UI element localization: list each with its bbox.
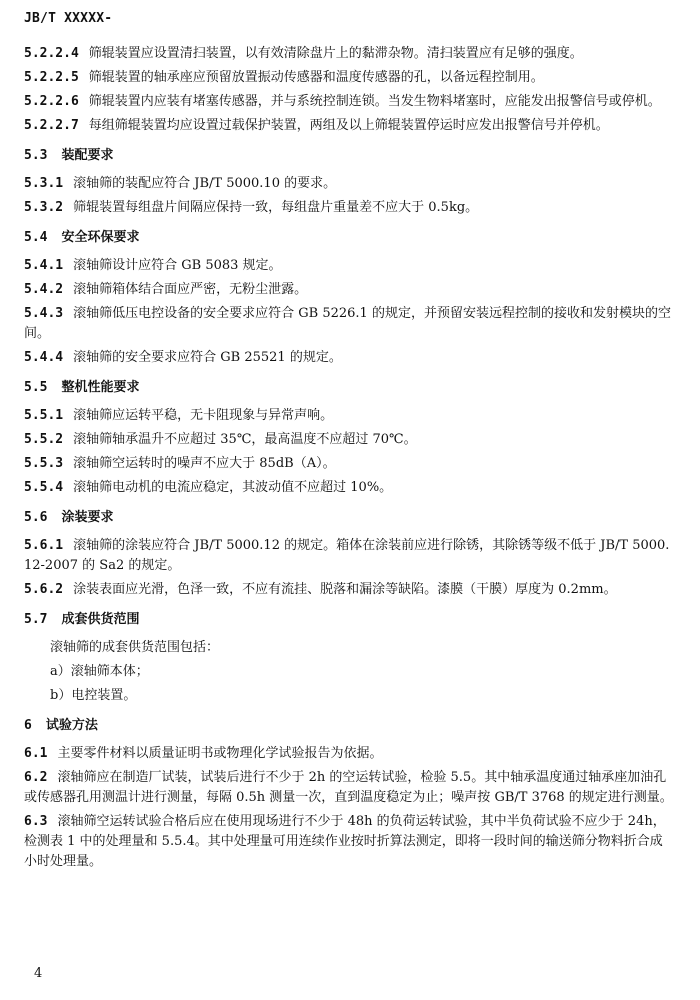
clause-number: 5.2.2.7 bbox=[24, 118, 79, 133]
clause-text: 滚轴筛低压电控设备的安全要求应符合 GB 5226.1 的规定，并预留安装远程控制的接收和发射模块的空间。 bbox=[24, 306, 671, 341]
clause-number: 5.6.1 bbox=[24, 538, 64, 553]
clause-text: 筛辊装置每组盘片间隔应保持一致，每组盘片重量差不应大于 0.5kg。 bbox=[73, 200, 479, 215]
clause-number: 6.1 bbox=[24, 746, 48, 761]
clause-text: 滚轴筛应在制造厂试装，试装后进行不少于 2h 的空运转试验，检验 5.5。其中轴承温度通过轴承座加油孔或传感器孔用测温计进行测量，每隔 0.5h 测量一次，直到温度稳定为止；噪声按 GB/T 3768 的规定进行测量。 bbox=[24, 770, 673, 805]
clause-paragraph bbox=[24, 536, 674, 576]
section-title: 涂装要求 bbox=[61, 510, 114, 525]
clause-paragraph bbox=[24, 92, 674, 112]
clause-paragraph bbox=[24, 68, 674, 88]
clause-text: 滚轴筛的涂装应符合 JB/T 5000.12 的规定。箱体在涂装前应进行除锈，其除锈等级不低于 JB/T 5000.12-2007 的 Sa2 的规定。 bbox=[24, 538, 670, 573]
clause-number: 5.5.3 bbox=[24, 456, 64, 471]
clause-number: 5.4.4 bbox=[24, 350, 64, 365]
clause-number: 5.3.2 bbox=[24, 200, 64, 215]
clause-paragraph bbox=[24, 406, 674, 426]
clause-paragraph bbox=[24, 478, 674, 498]
clause-number: 5.2.2.5 bbox=[24, 70, 79, 85]
clause-text: 滚轴筛空运转时的噪声不应大于 85dB（A）。 bbox=[73, 456, 336, 471]
clause-text: 滚轴筛电动机的电流应稳定，其波动值不应超过 10%。 bbox=[73, 480, 393, 495]
section-number: 6 bbox=[24, 718, 32, 733]
document-body bbox=[24, 44, 674, 876]
clause-number: 5.4.2 bbox=[24, 282, 64, 297]
section-number: 5.3 bbox=[24, 148, 48, 163]
section-title: 装配要求 bbox=[61, 148, 114, 163]
clause-text: 滚轴筛的安全要求应符合 GB 25521 的规定。 bbox=[73, 350, 342, 365]
clause-number: 5.5.2 bbox=[24, 432, 64, 447]
clause-paragraph bbox=[24, 580, 674, 600]
section-title: 成套供货范围 bbox=[61, 612, 140, 627]
clause-number: 6.3 bbox=[24, 814, 48, 829]
clause-number: 5.3.1 bbox=[24, 176, 64, 191]
document-code-header: JB/T XXXXX- bbox=[24, 11, 113, 26]
clause-number: 6.2 bbox=[24, 770, 48, 785]
clause-text: 每组筛辊装置均应设置过载保护装置，两组及以上筛辊装置停运时应发出报警信号并停机。 bbox=[88, 118, 609, 133]
clause-paragraph bbox=[24, 280, 674, 300]
clause-paragraph bbox=[24, 812, 674, 872]
clause-text: 滚轴筛箱体结合面应严密，无粉尘泄露。 bbox=[73, 282, 308, 297]
clause-paragraph bbox=[24, 44, 674, 64]
section-heading bbox=[24, 146, 674, 166]
clause-number: 5.4.1 bbox=[24, 258, 64, 273]
section-number: 5.5 bbox=[24, 380, 48, 395]
section-number: 5.4 bbox=[24, 230, 48, 245]
clause-text: 筛辊装置的轴承座应预留放置振动传感器和温度传感器的孔，以备远程控制用。 bbox=[88, 70, 544, 85]
section-title: 整机性能要求 bbox=[61, 380, 140, 395]
clause-number: 5.6.2 bbox=[24, 582, 64, 597]
clause-paragraph bbox=[24, 256, 674, 276]
clause-text: 主要零件材料以质量证明书或物理化学试验报告为依据。 bbox=[57, 746, 383, 761]
clause-text: 筛辊装置应设置清扫装置，以有效清除盘片上的黏滞杂物。清扫装置应有足够的强度。 bbox=[88, 46, 583, 61]
page-number: 4 bbox=[34, 966, 43, 981]
clause-paragraph bbox=[24, 430, 674, 450]
indented-line: b）电控装置。 bbox=[50, 688, 137, 703]
clause-paragraph bbox=[24, 116, 674, 136]
section-title: 试验方法 bbox=[45, 718, 98, 733]
clause-paragraph bbox=[24, 174, 674, 194]
clause-paragraph bbox=[24, 768, 674, 808]
clause-number: 5.4.3 bbox=[24, 306, 64, 321]
clause-paragraph bbox=[24, 348, 674, 368]
section-heading bbox=[24, 716, 674, 736]
clause-text: 滚轴筛应运转平稳，无卡阻现象与异常声响。 bbox=[73, 408, 334, 423]
section-heading bbox=[24, 610, 674, 630]
indented-line: 滚轴筛的成套供货范围包括： bbox=[50, 640, 220, 655]
clause-text: 筛辊装置内应装有堵塞传感器，并与系统控制连锁。当发生物料堵塞时，应能发出报警信号或停机。 bbox=[88, 94, 661, 109]
clause-text: 涂装表面应光滑，色泽一致，不应有流挂、脱落和漏涂等缺陷。漆膜（干膜）厚度为 0.2mm。 bbox=[73, 582, 617, 597]
clause-paragraph bbox=[24, 454, 674, 474]
clause-number: 5.5.4 bbox=[24, 480, 64, 495]
section-title: 安全环保要求 bbox=[61, 230, 140, 245]
section-heading bbox=[24, 228, 674, 248]
section-heading bbox=[24, 378, 674, 398]
indented-line: a）滚轴筛本体； bbox=[50, 664, 149, 679]
clause-text: 滚轴筛空运转试验合格后应在使用现场进行不少于 48h 的负荷运转试验，其中半负荷试验不应少于 24h，检测表 1 中的处理量和 5.5.4。其中处理量可用连续作业按时折算法测定，即将一段时间的输送筛分物料折合成小时处理量。 bbox=[24, 814, 666, 869]
clause-number: 5.2.2.4 bbox=[24, 46, 79, 61]
clause-paragraph bbox=[24, 304, 674, 344]
section-number: 5.6 bbox=[24, 510, 48, 525]
section-number: 5.7 bbox=[24, 612, 48, 627]
clause-number: 5.2.2.6 bbox=[24, 94, 79, 109]
section-heading bbox=[24, 508, 674, 528]
clause-paragraph bbox=[24, 198, 674, 218]
clause-text: 滚轴筛的装配应符合 JB/T 5000.10 的要求。 bbox=[73, 176, 337, 191]
clause-text: 滚轴筛轴承温升不应超过 35℃，最高温度不应超过 70℃。 bbox=[73, 432, 417, 447]
clause-text: 滚轴筛设计应符合 GB 5083 规定。 bbox=[73, 258, 282, 273]
clause-number: 5.5.1 bbox=[24, 408, 64, 423]
clause-paragraph bbox=[24, 744, 674, 764]
